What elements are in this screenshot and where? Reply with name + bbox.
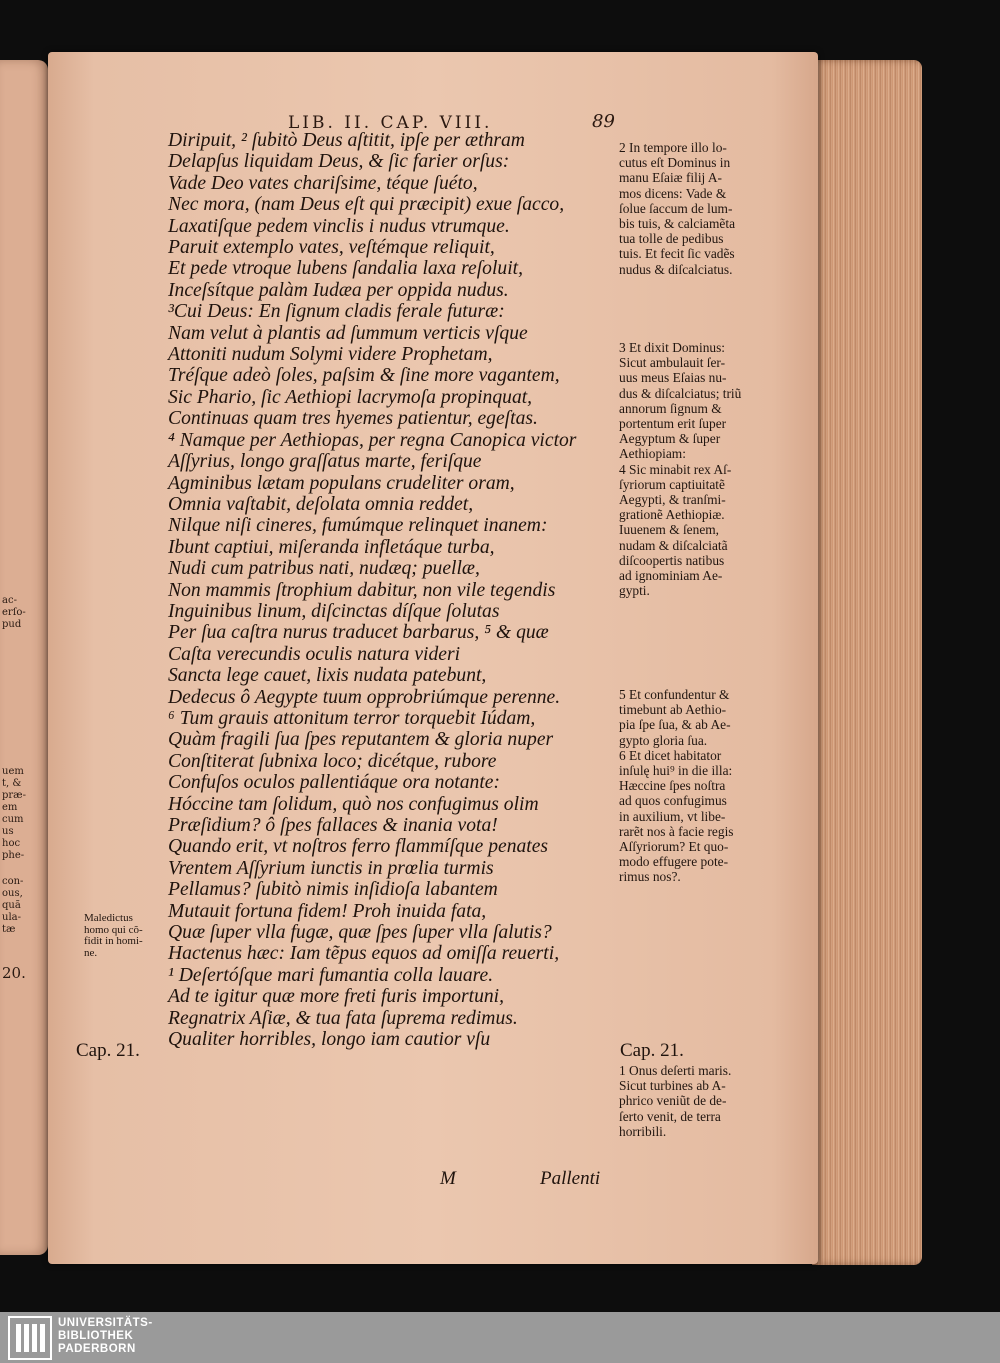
verse-line: ¹ Deſertóſque mari fumantia colla lauare. — [168, 964, 494, 986]
verse-line: Vrentem Aſſyrium iunctis in prœlia turmis — [168, 857, 494, 879]
note-line: 5 Et confundentur & — [619, 687, 730, 702]
note-line: nudam & diſcalciatã — [619, 537, 728, 553]
left-fragment: hoc — [2, 838, 21, 849]
library-logo-icon — [8, 1316, 52, 1360]
library-line-2: BIBLIOTHEK — [58, 1330, 134, 1342]
note-line: pia ſpe ſua, & ab Ae- — [619, 717, 731, 733]
verse-line: Ad te igitur quæ more freti furis importuni, — [168, 986, 505, 1008]
left-fragment: 20. — [2, 964, 26, 982]
left-fragment: em — [2, 802, 18, 813]
left-fragment: ac- — [2, 595, 17, 606]
side-note-line: ne. — [84, 946, 98, 959]
note-line: annorum ſignum & — [619, 400, 722, 416]
page-number: 89 — [592, 111, 615, 132]
margin-note-3 — [619, 340, 759, 598]
verse-line: Inguinibus linum, diſcinctas díſque ſolutas — [168, 600, 500, 622]
library-line-3: PADERBORN — [58, 1343, 136, 1355]
verse-line: Quàm fragili ſua ſpes reputantem & gloria nuper — [168, 729, 554, 751]
left-fragment: præ- — [2, 790, 26, 801]
left-fragment: cum — [2, 814, 24, 825]
verse-line: Præſidium? ô ſpes fallaces & inania vota! — [168, 815, 498, 836]
library-footer — [0, 1312, 1000, 1363]
left-fragment: quã — [2, 900, 21, 911]
note-line: Aſſyriorum? Et quo- — [619, 839, 729, 855]
chapter-label-left: Cap. 21. — [76, 1040, 140, 1061]
note-line: Aethiopiam: — [619, 446, 686, 462]
note-line: rimus nos?. — [619, 869, 681, 885]
note-line: ſolue ſaccum de lum- — [619, 200, 733, 216]
note-line: Aegyptum & ſuper — [619, 431, 721, 447]
library-name — [58, 1317, 153, 1356]
verse-line: Nilque niſi cineres, fumúmque relinquet inanem: — [168, 515, 548, 537]
left-fragment: t, & — [2, 778, 22, 789]
page-edges — [812, 60, 922, 1265]
note-line: gypto gloria ſua. — [619, 732, 708, 748]
verse-line: Caſta verecundis oculis natura videri — [168, 643, 461, 665]
catchword: Pallenti — [540, 1168, 601, 1189]
note-line: portentum erit ſuper — [619, 416, 727, 432]
verse-line: Conſtiterat ſubnixa loco; dicétque, rubore — [168, 750, 497, 772]
signature-mark: M — [440, 1168, 456, 1189]
verse-line: Nudi cum patribus nati, nudæq; puellæ, — [168, 558, 480, 580]
note-line: inſulę hui⁹ in die illa: — [619, 763, 733, 779]
left-fragment: us — [2, 826, 14, 837]
note-line: horribili. — [619, 1123, 667, 1139]
verse-line: Inceſsítque palàm Iudæa per oppida nudus. — [168, 279, 509, 301]
verse-line: Mutauit fortuna fidem! Proh inuida fata, — [168, 900, 487, 922]
note-line: gypti. — [619, 583, 650, 599]
verse-line: ⁶ Tum grauis attonitum terror torquebit Iúdam, — [168, 707, 536, 729]
verse-line: Omnia vaſtabit, deſolata omnia reddet, — [168, 493, 474, 515]
note-line: dus & diſcalciatus; triũ — [619, 385, 742, 401]
note-line: 4 Sic minabit rex Aſ- — [619, 461, 732, 477]
verse-text — [168, 130, 618, 1050]
verse-line: Paruit extemplo vates, veſtémque reliquit, — [168, 237, 495, 259]
note-line: grationẽ Aethiopiæ. — [619, 507, 725, 523]
note-line: nudus & diſcalciatus. — [619, 261, 733, 277]
margin-note-2 — [619, 140, 759, 277]
verse-line: Non mammis ſtrophium dabitur, non vile tegendis — [168, 579, 556, 601]
verse-line: Per ſua caſtra nurus traducet barbarus, ⁵ & quæ — [168, 622, 549, 644]
verse-line: Confuſos oculos pallentiáque ora notante: — [168, 772, 500, 794]
note-line: ad quos confugimus — [619, 793, 727, 809]
note-line: timebunt ab Aethio- — [619, 702, 727, 718]
margin-note-5 — [619, 687, 759, 885]
verse-line: ³Cui Deus: En ſignum cladis ferale futuræ: — [168, 301, 505, 323]
verse-line: Quæ ſuper vlla fugæ, quæ ſpes ſuper vlla ſalutis? — [168, 922, 552, 944]
verse-line: Diripuit, ² ſubitò Deus aſtitit, ipſe per æthram — [168, 130, 525, 151]
verse-line: Tréſque adeò ſoles, paſsim & ſine more vagantem, — [168, 365, 560, 387]
left-fragment: phe- — [2, 850, 25, 861]
note-line: ſyriorum captiuitatẽ — [619, 476, 725, 492]
left-fragment: uem — [2, 766, 24, 777]
note-line: in auxilium, vt libe- — [619, 808, 726, 824]
verse-line: Regnatrix Aſiæ, & tua fata ſuprema redimus. — [168, 1007, 518, 1029]
note-line: modo effugere pote- — [619, 854, 729, 870]
verse-line: Sic Phario, ſic Aethiopi lacrymoſa propinquat, — [168, 386, 533, 408]
verse-line: Continuas quam tres hyemes patientur, egeſtas. — [168, 408, 538, 430]
verse-line: Pellamus? ſubitò nimis inſidioſa labantem — [168, 879, 498, 901]
verse-line: Vade Deo vates chariſsime, téque ſuéto, — [168, 172, 478, 194]
note-line: bis tuis, & calciamẽta — [619, 216, 736, 232]
margin-note-21 — [619, 1063, 759, 1139]
verse-line: Nec mora, (nam Deus eſt qui præcipit) exue ſacco, — [168, 194, 565, 216]
note-line: Aegypti, & tranſmi- — [619, 492, 726, 508]
left-fragment: ula- — [2, 912, 21, 923]
note-line: ſerto venit, de terra — [619, 1108, 721, 1124]
left-fragment: con- — [2, 876, 24, 887]
verse-line: Et pede vtroque lubens ſandalia laxa reſoluit, — [168, 258, 523, 280]
verse-line: Laxatiſque pedem vinclis i nudus vtrumque. — [168, 215, 510, 237]
left-fragment: tæ — [2, 924, 16, 935]
verse-line: Nam velut à plantis ad ſummum verticis vſque — [168, 322, 528, 344]
note-line: Sicut ambulauit ſer- — [619, 355, 726, 371]
note-line: Hæccine ſpes noſtra — [619, 778, 726, 794]
note-line: 6 Et dicet habitator — [619, 747, 722, 763]
note-line: tua tolle de pedibus — [619, 231, 724, 247]
verse-line: Ibunt captiui, miſeranda infletáque turba, — [168, 536, 495, 558]
verse-line: Hóccine tam ſolidum, quò nos confugimus olim — [168, 793, 539, 815]
side-note-line: Maledictus — [84, 912, 133, 924]
note-line: ad ignominiam Ae- — [619, 568, 723, 584]
note-line: mos dicens: Vade & — [619, 185, 727, 201]
verse-line: Delapſus liquidam Deus, & ſic farier orſus: — [168, 151, 510, 173]
verse-line: Hactenus hæc: Iam tẽpus equos ad omiſſa reuerti, — [168, 943, 560, 965]
verse-line: Quando erit, vt noſtros ferro flammíſque penates — [168, 836, 549, 858]
running-title: LIB. II. CAP. VIII. — [288, 113, 493, 133]
side-note-line: homo qui cõ- — [84, 923, 143, 936]
verse-line: Sancta lege cauet, lixis nudata patebunt, — [168, 665, 487, 687]
note-line: uus meus Eſaias nu- — [619, 370, 727, 386]
left-fragment: ous, — [2, 888, 23, 899]
note-line: Iuuenem & ſenem, — [619, 522, 720, 538]
left-fragment: erſo- — [2, 607, 26, 618]
verse-line: Aſſyrius, longo graſſatus marte, feriſque — [168, 451, 482, 473]
left-page-edge — [0, 60, 48, 1255]
note-line: tuis. Et fecit ſic vadẽs — [619, 246, 735, 262]
note-line: 3 Et dixit Dominus: — [619, 340, 726, 355]
left-fragment: pud — [2, 619, 22, 630]
note-line: diſcoopertis natibus — [619, 552, 725, 568]
note-line: rarẽt nos à facie regis — [619, 823, 734, 839]
note-line: 1 Onus deſerti maris. — [619, 1063, 732, 1078]
side-note — [84, 913, 143, 959]
note-line: Sicut turbines ab A- — [619, 1078, 726, 1094]
verse-line: Dedecus ô Aegypte tuum opprobriúmque perenne. — [168, 686, 561, 708]
verse-line: Qualiter horribles, longo iam cautior vſu — [168, 1029, 491, 1051]
library-line-1: UNIVERSITÄTS- — [58, 1317, 153, 1329]
note-line: cutus eſt Dominus in — [619, 155, 731, 171]
verse-line: Attoniti nudum Solymi videre Prophetam, — [168, 344, 493, 366]
note-line: phrico veniũt de de- — [619, 1093, 727, 1109]
side-note-line: fidit in homi- — [84, 935, 143, 947]
note-line: manu Eſaiæ filij A- — [619, 170, 723, 186]
note-line: 2 In tempore illo lo- — [619, 140, 727, 155]
chapter-label-right: Cap. 21. — [620, 1040, 684, 1061]
verse-line: ⁴ Namque per Aethiopas, per regna Canopica victor — [168, 429, 577, 451]
verse-line: Agminibus lætam populans crudeliter oram, — [168, 472, 515, 494]
